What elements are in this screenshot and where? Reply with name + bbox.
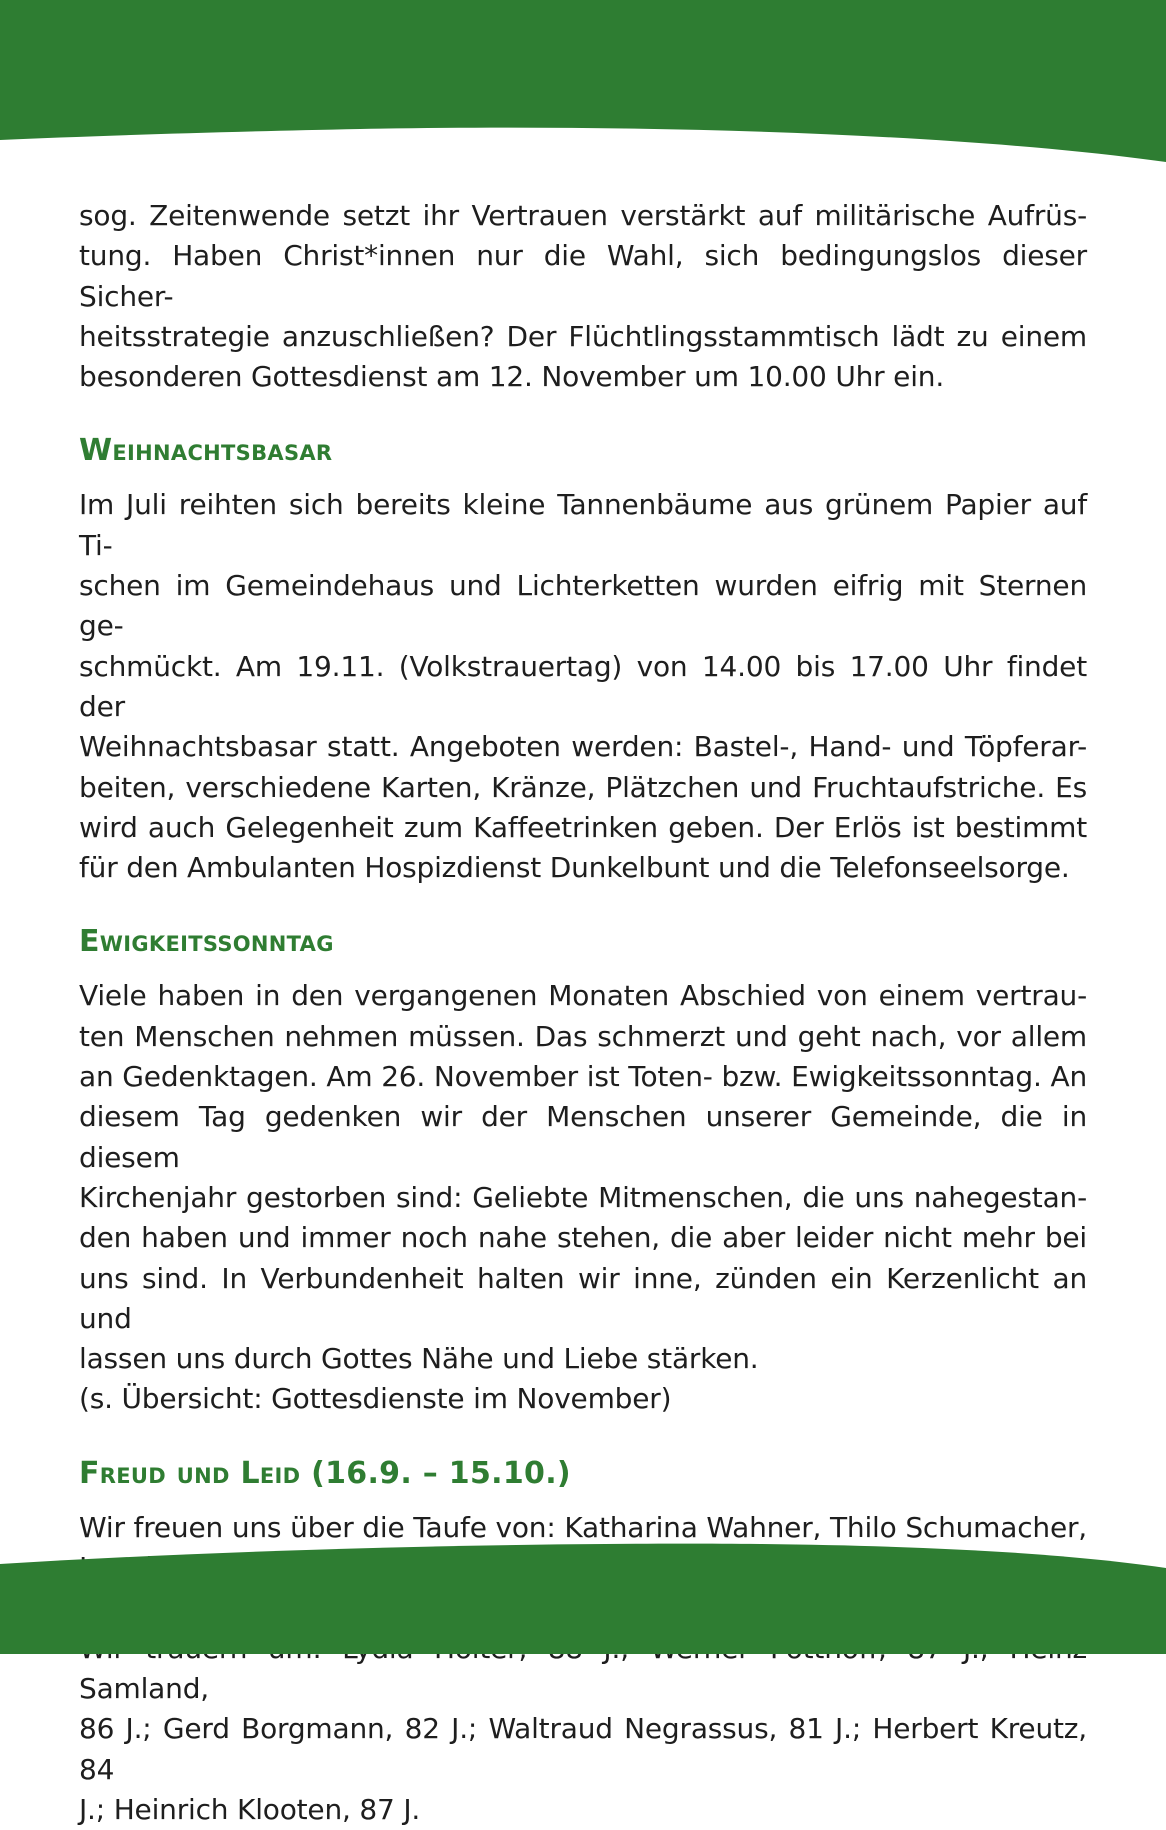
text-line: ten Menschen nehmen müssen. Das schmerzt und geht nach, vor allem [79, 1019, 1087, 1053]
text-line: diesem Tag gedenken wir der Menschen unserer Gemeinde, die in diesem [79, 1100, 1087, 1174]
text-line: sog. Zeitenwende setzt ihr Vertrauen verstärkt auf militärische Aufrüs- [79, 199, 1087, 232]
text-line: den haben und immer noch nahe stehen, die aber leider nicht mehr bei [79, 1221, 1087, 1255]
section-heading-weihnachtsbasar: Weihnachtsbasar [79, 433, 333, 469]
top-green-band [0, 0, 1166, 170]
section-paragraph-weihnachtsbasar [79, 485, 1087, 888]
text-line: Im Juli reihten sich bereits kleine Tannenbäume aus grünem Papier auf Ti- [79, 488, 1087, 562]
text-line: schmückt. Am 19.11. (Volkstrauertag) von 14.00 bis 17.00 Uhr findet der [79, 649, 1087, 723]
text-line: tung. Haben Christ*innen nur die Wahl, sich bedingungslos dieser Sicher- [79, 239, 1087, 313]
text-line: besonderen Gottesdienst am 12. November um 10.00 Uhr ein. [79, 360, 945, 394]
text-line: Samland, [79, 1671, 209, 1705]
text-line: uns sind. In Verbundenheit halten wir inne, zünden ein Kerzenlicht an und [79, 1261, 1087, 1335]
text-line: schen im Gemeindehaus und Lichterketten wurden eifrig mit Sternen ge- [79, 569, 1087, 643]
text-line: für den Ambulanten Hospizdienst Dunkelbunt und die Telefonseelsorge. [79, 851, 1070, 885]
bottom-green-band [0, 1524, 1166, 1654]
section-paragraph-ewigkeitssonntag [79, 976, 1087, 1419]
text-line: beiten, verschiedene Karten, Kränze, Plätzchen und Fruchtaufstriche. Es [79, 770, 1087, 804]
text-line: Wir freuen uns über die Taufe von: Katharina Wahner, Thilo Schumacher, [79, 1510, 1087, 1544]
text-line: Weihnachtsbasar statt. Angeboten werden: Bastel-, Hand- und Töpferar- [79, 730, 1087, 764]
text-line: Viele haben in den vergangenen Monaten Abschied von einem vertrau- [79, 979, 1087, 1013]
text-line: wird auch Gelegenheit zum Kaffeetrinken geben. Der Erlös ist bestimmt [79, 810, 1087, 844]
text-line: Kirchenjahr gestorben sind: Geliebte Mitmenschen, die uns nahegestan- [79, 1180, 1087, 1214]
text-line: 86 J.; Gerd Borgmann, 82 J.; Waltraud Negrassus, 81 J.; Herbert Kreutz, 84 [79, 1712, 1087, 1786]
text-line: J.; Heinrich Klooten, 87 J. [79, 1792, 421, 1826]
section-heading-freud-und-leid: Freud und Leid (16.9. – 15.10.) [79, 1455, 571, 1491]
text-line: heitsstrategie anzuschließen? Der Flüchtlingsstammtisch lädt zu einem [79, 319, 1087, 353]
intro-paragraph [79, 196, 1087, 397]
text-line: lassen uns durch Gottes Nähe und Liebe stärken. [79, 1342, 759, 1376]
section-heading-ewigkeitssonntag: Ewigkeitssonntag [79, 924, 334, 960]
text-line: (s. Übersicht: Gottesdienste im November) [79, 1382, 672, 1416]
text-line: an Gedenktagen. Am 26. November ist Toten- bzw. Ewigkeitssonntag. An [79, 1060, 1087, 1094]
